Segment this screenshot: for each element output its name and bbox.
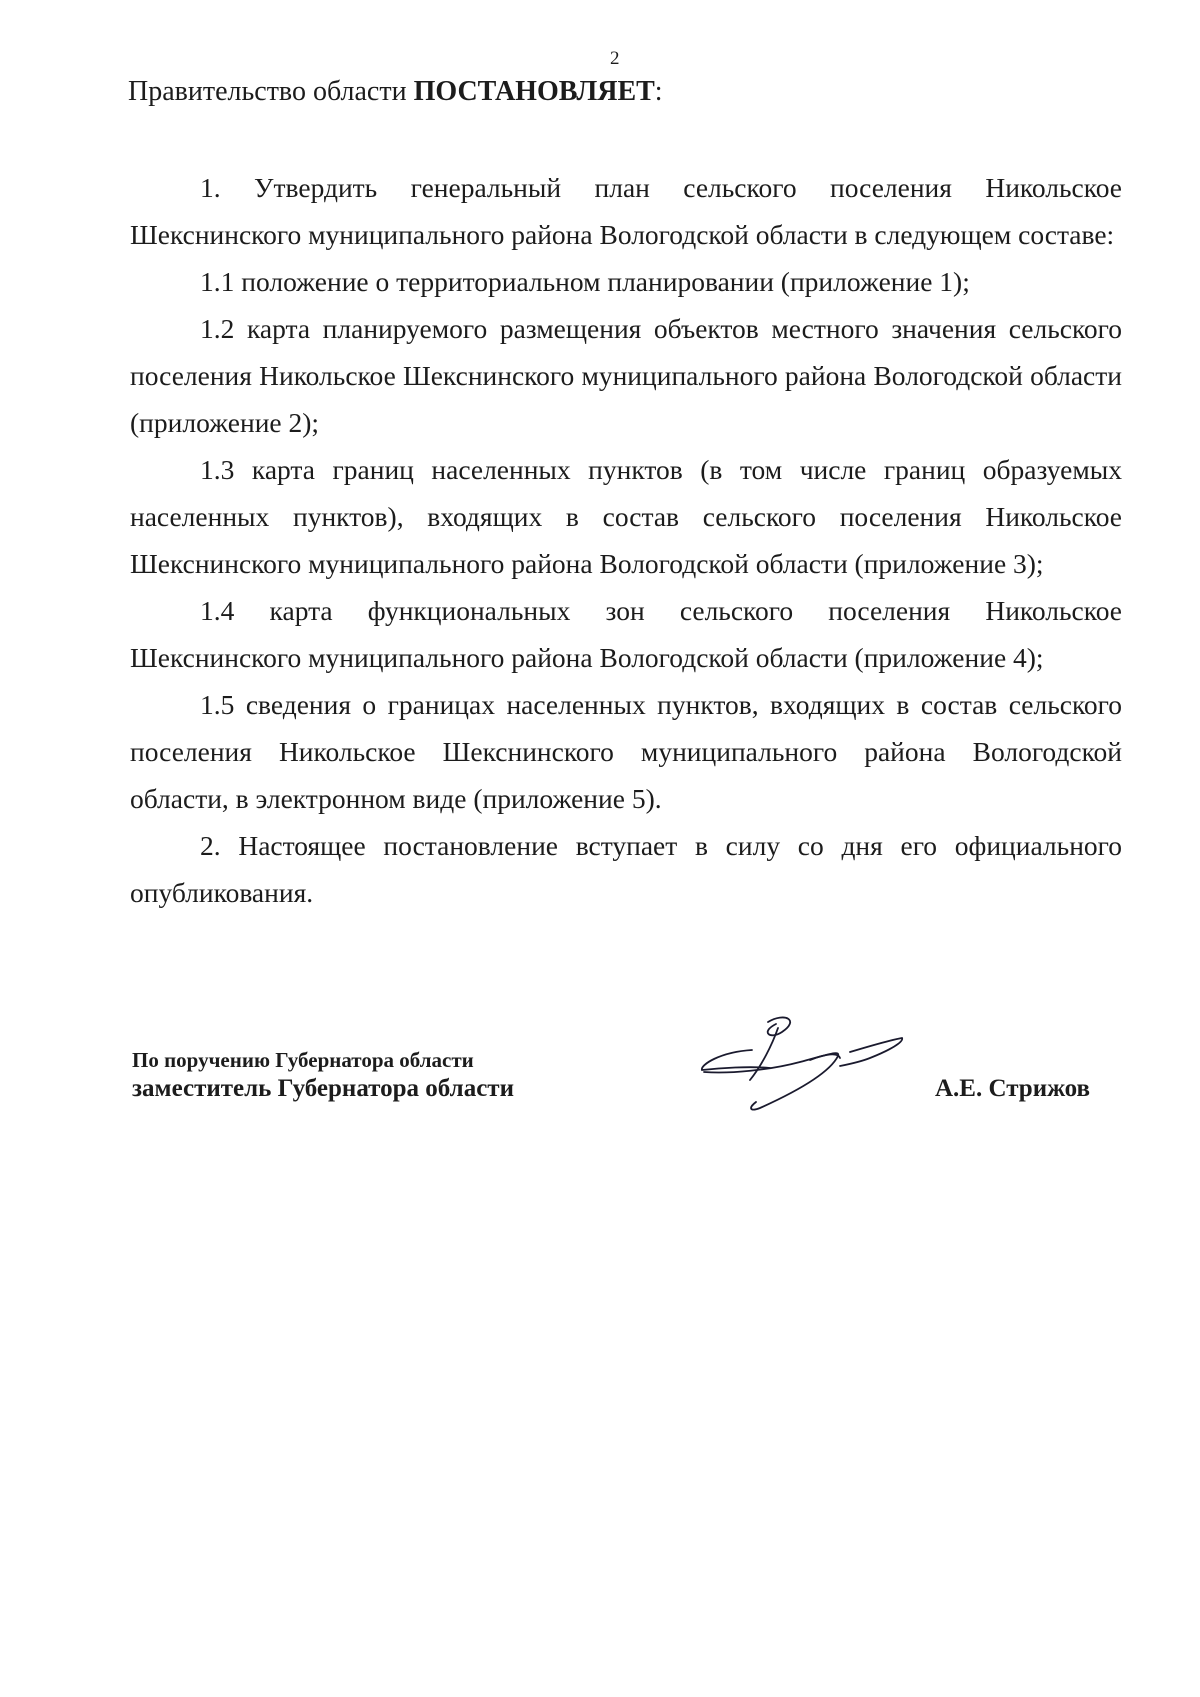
- preamble: [128, 76, 663, 108]
- paragraph-1-1: 1.1 положение о территориальном планировании (приложение 1);: [200, 266, 970, 297]
- paragraph-1-5: 1.5 сведения о границах населенных пунктов, входящих в состав сельского поселения Никольское Шекснинского муниципального района Вологодской области, в электронном виде (приложение 5).: [130, 689, 1122, 814]
- paragraph-1-2: 1.2 карта планируемого размещения объектов местного значения сельского поселения Никольское Шекснинского муниципального района Вологодской области (приложение 2);: [130, 313, 1122, 438]
- page-number: 2: [610, 48, 620, 69]
- preamble-bold: ПОСТАНОВЛЯЕТ: [413, 76, 655, 107]
- handwritten-signature: [690, 1010, 920, 1120]
- preamble-tail: :: [654, 76, 663, 107]
- paragraph-1: 1. Утвердить генеральный план сельского поселения Никольское Шекснинского муниципального района Вологодской области в следующем составе:: [130, 172, 1122, 250]
- preamble-lead: Правительство области: [128, 76, 414, 107]
- signature-role-line1: По поручению Губернатора области: [132, 1048, 474, 1072]
- document-body: [130, 164, 1122, 916]
- signature-role-line2: заместитель Губернатора области: [132, 1075, 514, 1102]
- paragraph-2: 2. Настоящее постановление вступает в силу со дня его официального опубликования.: [130, 830, 1122, 908]
- signatory-name: А.Е. Стрижов: [935, 1075, 1090, 1102]
- paragraph-1-4: 1.4 карта функциональных зон сельского поселения Никольское Шекснинского муниципального района Вологодской области (приложение 4);: [130, 595, 1122, 673]
- paragraph-1-3: 1.3 карта границ населенных пунктов (в том числе границ образуемых населенных пунктов), входящих в состав сельского поселения Никольское Шекснинского муниципального района Вологодской области (приложение 3);: [130, 454, 1122, 579]
